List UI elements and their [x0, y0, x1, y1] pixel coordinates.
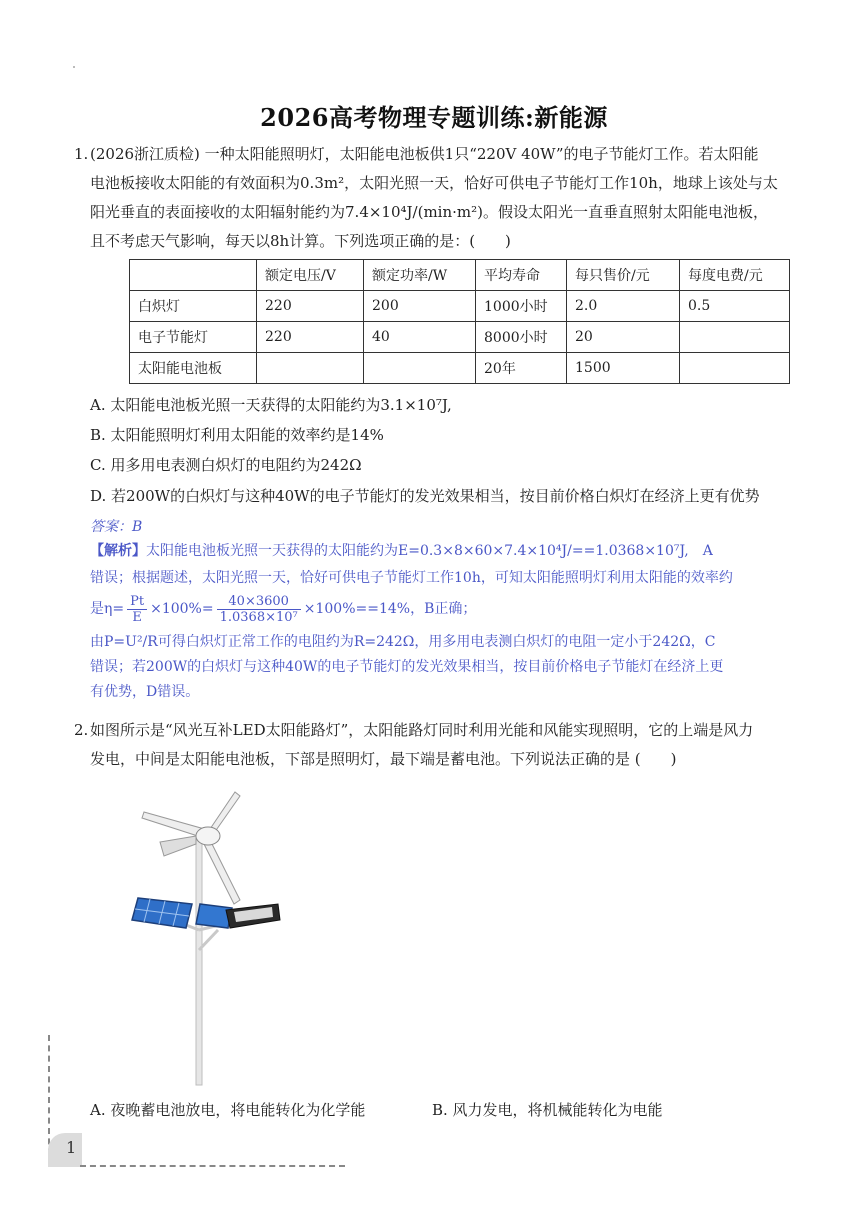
table-cell: 电子节能灯: [130, 322, 257, 353]
option-b: B. 太阳能照明灯利用太阳能的效率约是14%: [90, 426, 384, 444]
data-table: [129, 259, 790, 384]
table-header-cell: [130, 260, 257, 291]
table-cell: [364, 353, 476, 384]
question-2-number: 2.: [74, 721, 89, 739]
table-row: [130, 291, 790, 322]
table-header-cell: 平均寿命: [476, 260, 567, 291]
analysis-line-4: 由P=U²/R可得白炽灯正常工作的电阻约为R=242Ω，用多用电表测白炽灯的电阻一定小于242Ω，C: [90, 634, 716, 650]
fraction-pt-over-e: [127, 594, 147, 625]
answer-line: 答案：B: [90, 519, 143, 535]
question-2-line-1: 如图所示是“风光互补LED太阳能路灯”，太阳能路灯同时利用光能和风能实现照明，它的上端是风力: [90, 721, 754, 739]
option-d: D. 若200W的白炽灯与这种40W的电子节能灯的发光效果相当，按目前价格白炽灯在经济上更有优势: [90, 487, 760, 505]
table-header-cell: 额定电压/V: [257, 260, 364, 291]
page-number: 1: [66, 1138, 77, 1157]
question-1-line-1: (2026浙江质检) 一种太阳能照明灯，太阳能电池板供1只“220V 40W”的电子节能灯工作。若太阳能: [90, 145, 759, 163]
question-1-line-3: 阳光垂直的表面接收的太阳辐射能约为7.4×10⁴J/(min·m²)。假设太阳光一直垂直照射太阳能电池板，: [90, 203, 768, 221]
solar-panel-small: [196, 904, 232, 928]
table-header-cell: 每只售价/元: [567, 260, 680, 291]
scan-dot: [73, 66, 75, 68]
table-cell: 20: [567, 322, 680, 353]
q2-option-a: A. 夜晚蓄电池放电，将电能转化为化学能: [90, 1101, 366, 1119]
analysis-line-1: [90, 539, 805, 563]
analysis-line-3: [90, 592, 805, 626]
table-cell: 40: [364, 322, 476, 353]
option-a: A. 太阳能电池板光照一天获得的太阳能约为3.1×10⁷J,: [90, 396, 452, 414]
page-title: 2026高考物理专题训练:新能源: [260, 103, 608, 132]
table-header-cell: 额定功率/W: [364, 260, 476, 291]
table-cell: 2.0: [567, 291, 680, 322]
table-header-cell: 每度电费/元: [680, 260, 790, 291]
analysis-mid: ×100%=: [150, 601, 214, 617]
table-cell: 1500: [567, 353, 680, 384]
analysis-tag: 【解析】: [90, 543, 146, 559]
page-number-tab: [48, 1133, 82, 1167]
table-cell: [680, 322, 790, 353]
q2-option-b: B. 风力发电，将机械能转化为电能: [432, 1101, 663, 1119]
footer-dashed-horizontal: [80, 1165, 345, 1167]
table-cell: 20年: [476, 353, 567, 384]
table-cell: 220: [257, 291, 364, 322]
analysis-line-5: 错误；若200W的白炽灯与这种40W的电子节能灯的发光效果相当，按目前价格电子节能灯在经济上更: [90, 659, 724, 675]
question-1-line-4: 且不考虑天气影响，每天以8h计算。下列选项正确的是：( ): [90, 232, 511, 250]
analysis-suffix: ×100%==14%，B正确；: [303, 601, 477, 617]
analysis-line-2: 错误；根据题述，太阳光照一天，恰好可供电子节能灯工作10h，可知太阳能照明灯利用太阳能的效率约: [90, 570, 733, 586]
table-header-row: [130, 260, 790, 291]
turbine-hub: [196, 827, 220, 845]
lamp-pole: [196, 840, 202, 1085]
analysis-line-6: 有优势，D错误。: [90, 684, 200, 700]
question-2-line-2: 发电，中间是太阳能电池板，下部是照明灯，最下端是蓄电池。下列说法正确的是 ( ): [90, 750, 677, 768]
analysis-prefix: 是η=: [90, 601, 125, 617]
table-cell: 200: [364, 291, 476, 322]
turbine-tail: [160, 836, 196, 856]
question-1-number: 1.: [74, 145, 89, 163]
table-cell: 太阳能电池板: [130, 353, 257, 384]
table-cell: 220: [257, 322, 364, 353]
fraction-efficiency: [217, 594, 301, 625]
table-cell: 白炽灯: [130, 291, 257, 322]
table-cell: [680, 353, 790, 384]
table-cell: 8000小时: [476, 322, 567, 353]
table-row: [130, 353, 790, 384]
fraction-denominator: 1.0368×10⁷: [219, 609, 298, 625]
table-cell: 0.5: [680, 291, 790, 322]
table-cell: [257, 353, 364, 384]
fraction-numerator: Pt: [127, 594, 147, 610]
wind-solar-street-lamp-image: [130, 780, 290, 1090]
option-c: C. 用多用电表测白炽灯的电阻约为242Ω: [90, 456, 362, 474]
table-cell: 1000小时: [476, 291, 567, 322]
analysis-text: 太阳能电池板光照一天获得的太阳能约为E=0.3×8×60×7.4×10⁴J/==1.0368×10⁷J, A: [146, 543, 713, 559]
question-1-line-2: 电池板接收太阳能的有效面积为0.3m²，太阳光照一天，恰好可供电子节能灯工作10h，地球上该处与太: [90, 174, 778, 192]
table-row: [130, 322, 790, 353]
fraction-denominator: E: [132, 609, 142, 625]
turbine-blade: [204, 840, 240, 904]
fraction-numerator: 40×3600: [217, 594, 301, 610]
